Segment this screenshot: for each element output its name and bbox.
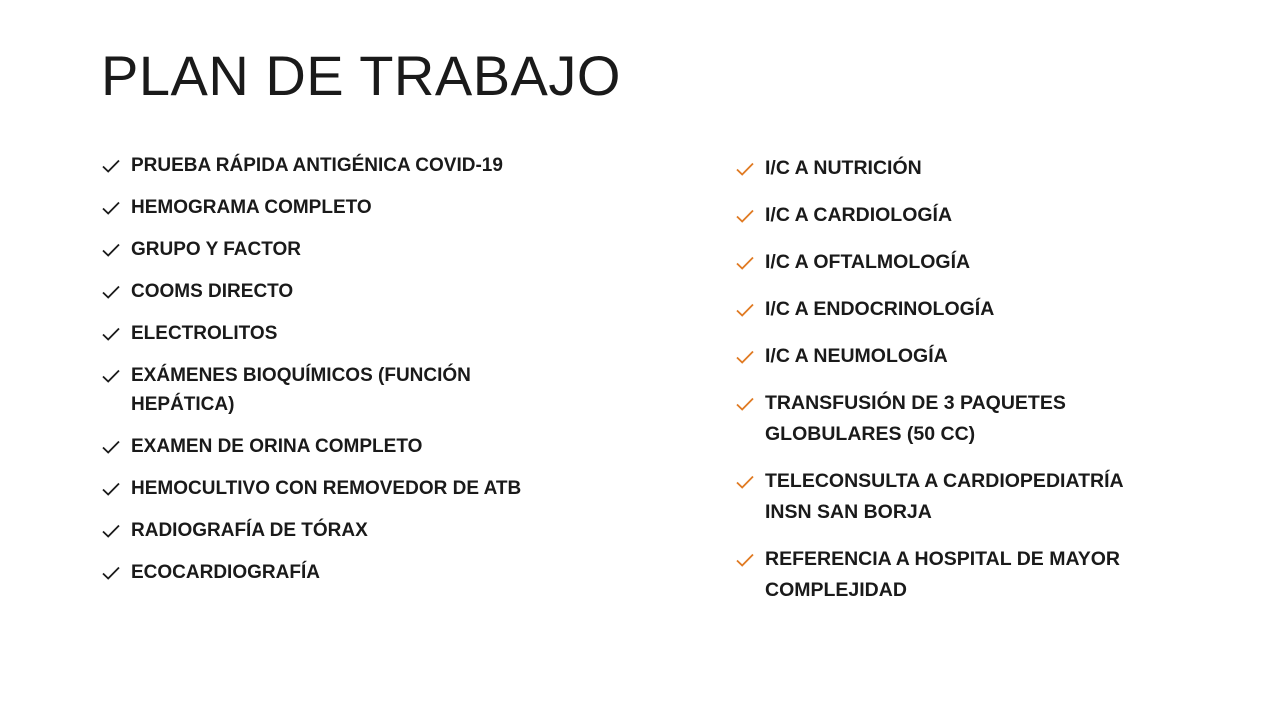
checkmark-icon	[736, 256, 754, 270]
list-item-label: ELECTROLITOS	[131, 323, 278, 344]
checkmark-icon	[102, 243, 120, 257]
list-item	[102, 558, 562, 587]
list-item	[736, 544, 1136, 606]
list-item	[736, 466, 1136, 528]
list-item	[102, 319, 562, 348]
checkmark-icon	[736, 553, 754, 567]
checkmark-icon	[736, 303, 754, 317]
list-item	[102, 151, 562, 180]
list-item-label: PRUEBA RÁPIDA ANTIGÉNICA COVID-19	[131, 155, 503, 176]
list-item-label: COOMS DIRECTO	[131, 281, 294, 302]
list-item	[736, 388, 1136, 450]
list-item	[102, 432, 562, 461]
checkmark-icon	[102, 482, 120, 496]
slide-title: PLAN DE TRABAJO	[101, 44, 621, 107]
list-item	[102, 193, 562, 222]
checkmark-icon	[102, 201, 120, 215]
list-item-label: HEMOGRAMA COMPLETO	[131, 197, 372, 218]
checkmark-icon	[102, 285, 120, 299]
list-item-label: GRUPO Y FACTOR	[131, 239, 301, 260]
list-item-label: I/C A NEUMOLOGÍA	[765, 345, 948, 367]
list-item	[736, 341, 1136, 372]
list-item	[736, 200, 1136, 231]
checkmark-icon	[102, 159, 120, 173]
list-item	[102, 516, 562, 545]
checkmark-icon	[736, 350, 754, 364]
list-item-label: I/C A CARDIOLOGÍA	[765, 204, 953, 226]
list-item	[102, 474, 562, 503]
list-item-label: TELECONSULTA A CARDIOPEDIATRÍA INSN SAN BORJA	[765, 470, 1123, 523]
list-item-label: REFERENCIA A HOSPITAL DE MAYOR COMPLEJIDAD	[765, 548, 1121, 601]
right-checklist	[736, 153, 1136, 622]
list-item-label: ECOCARDIOGRAFÍA	[131, 562, 320, 583]
list-item	[102, 235, 562, 264]
list-item	[102, 361, 562, 419]
left-checklist	[102, 151, 562, 600]
list-item-label: I/C A NUTRICIÓN	[765, 157, 922, 179]
list-item	[736, 153, 1136, 184]
list-item-label: I/C A ENDOCRINOLOGÍA	[765, 298, 995, 320]
list-item-label: RADIOGRAFÍA DE TÓRAX	[131, 520, 368, 541]
checkmark-icon	[102, 440, 120, 454]
list-item	[736, 294, 1136, 325]
checkmark-icon	[736, 475, 754, 489]
list-item-label: HEMOCULTIVO CON REMOVEDOR DE ATB	[131, 478, 522, 499]
list-item	[102, 277, 562, 306]
checkmark-icon	[736, 209, 754, 223]
checkmark-icon	[736, 162, 754, 176]
list-item-label: TRANSFUSIÓN DE 3 PAQUETES GLOBULARES (50 CC)	[765, 392, 1066, 445]
list-item-label: EXÁMENES BIOQUÍMICOS (FUNCIÓN HEPÁTICA)	[131, 365, 471, 415]
checkmark-icon	[102, 566, 120, 580]
checkmark-icon	[736, 397, 754, 411]
checkmark-icon	[102, 524, 120, 538]
list-item-label: I/C A OFTALMOLOGÍA	[765, 251, 971, 273]
checkmark-icon	[102, 327, 120, 341]
list-item	[736, 247, 1136, 278]
list-item-label: EXAMEN DE ORINA COMPLETO	[131, 436, 423, 457]
checkmark-icon	[102, 369, 120, 383]
